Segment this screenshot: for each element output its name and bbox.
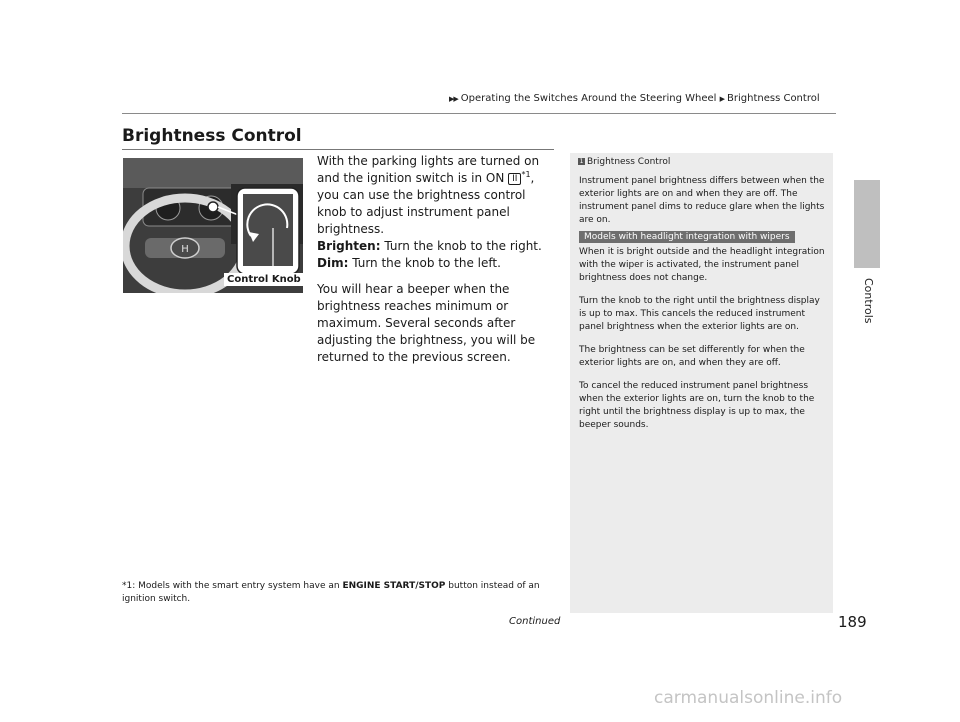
breadcrumb-arrow-icon: ▶ bbox=[719, 95, 725, 103]
title-divider bbox=[122, 149, 554, 150]
breadcrumb-current: Brightness Control bbox=[727, 93, 820, 104]
breadcrumb-arrow-icon: ▶▶ bbox=[449, 95, 458, 103]
breadcrumb bbox=[449, 93, 820, 104]
sidebar-paragraph: To cancel the reduced instrument panel brightness when the exterior lights are on, turn the knob to the right until the brightness display is up to max, the beeper sounds. bbox=[579, 381, 815, 430]
footnote-button-name: ENGINE START/STOP bbox=[342, 581, 446, 591]
dim-label: Dim: bbox=[317, 256, 349, 270]
sidebar-paragraph: When it is bright outside and the headlight integration with the wiper is activated, the instrument panel brightness does not change. bbox=[579, 247, 825, 283]
sidebar-body bbox=[579, 175, 829, 432]
header-divider bbox=[122, 113, 836, 114]
intro-paragraph bbox=[317, 153, 557, 238]
page-number: 189 bbox=[838, 613, 867, 631]
main-body bbox=[317, 153, 557, 366]
footnote-suffix: button instead of an ignition switch. bbox=[122, 581, 540, 604]
continued-label: Continued bbox=[509, 616, 561, 627]
figure-callout-label: Control Knob bbox=[224, 273, 304, 286]
dim-text: Turn the knob to the left. bbox=[352, 256, 501, 270]
sidebar-heading bbox=[578, 157, 670, 167]
breadcrumb-parent[interactable]: Operating the Switches Around the Steering Wheel bbox=[460, 93, 717, 104]
model-applicability-badge: Models with headlight integration with wipers bbox=[579, 231, 795, 243]
sidebar-heading-text: Brightness Control bbox=[587, 157, 671, 167]
brighten-instruction bbox=[317, 238, 557, 255]
footnote-reference[interactable]: *1 bbox=[521, 170, 531, 179]
brighten-label: Brighten: bbox=[317, 239, 381, 253]
intro-text-start: With the parking lights are turned on and the ignition switch is in ON bbox=[317, 154, 540, 185]
sidebar-paragraph: Instrument panel brightness differs between when the exterior lights are on and when they are off. The instrument panel dims to reduce glare when the lights are on. bbox=[579, 176, 825, 225]
watermark: carmanualsonline.info bbox=[654, 688, 843, 708]
footnote bbox=[122, 580, 562, 606]
section-title: Brightness Control bbox=[122, 126, 302, 146]
svg-text:H: H bbox=[181, 244, 189, 255]
footnote-prefix: *1: Models with the smart entry system have an bbox=[122, 581, 340, 591]
brighten-text: Turn the knob to the right. bbox=[384, 239, 542, 253]
sidebar-paragraph: The brightness can be set differently for when the exterior lights are on, and when they are off. bbox=[579, 345, 805, 368]
intro-text-end: , you can use the brightness control knob to adjust instrument panel brightness. bbox=[317, 171, 535, 236]
chapter-tab-label: Controls bbox=[862, 278, 875, 324]
reference-mark-icon: 1 bbox=[579, 158, 584, 165]
sidebar-paragraph: Turn the knob to the right until the brightness display is up to max. This cancels the reduced instrument panel brightness when the exterior lights are on. bbox=[579, 296, 820, 332]
chapter-tab[interactable] bbox=[854, 180, 880, 268]
beeper-paragraph: You will hear a beeper when the brightness reaches minimum or maximum. Several seconds after adjusting the brightness, you will be returned to the previous screen. bbox=[317, 282, 536, 364]
ignition-key-position-icon: II bbox=[508, 173, 521, 185]
dim-instruction bbox=[317, 255, 557, 272]
